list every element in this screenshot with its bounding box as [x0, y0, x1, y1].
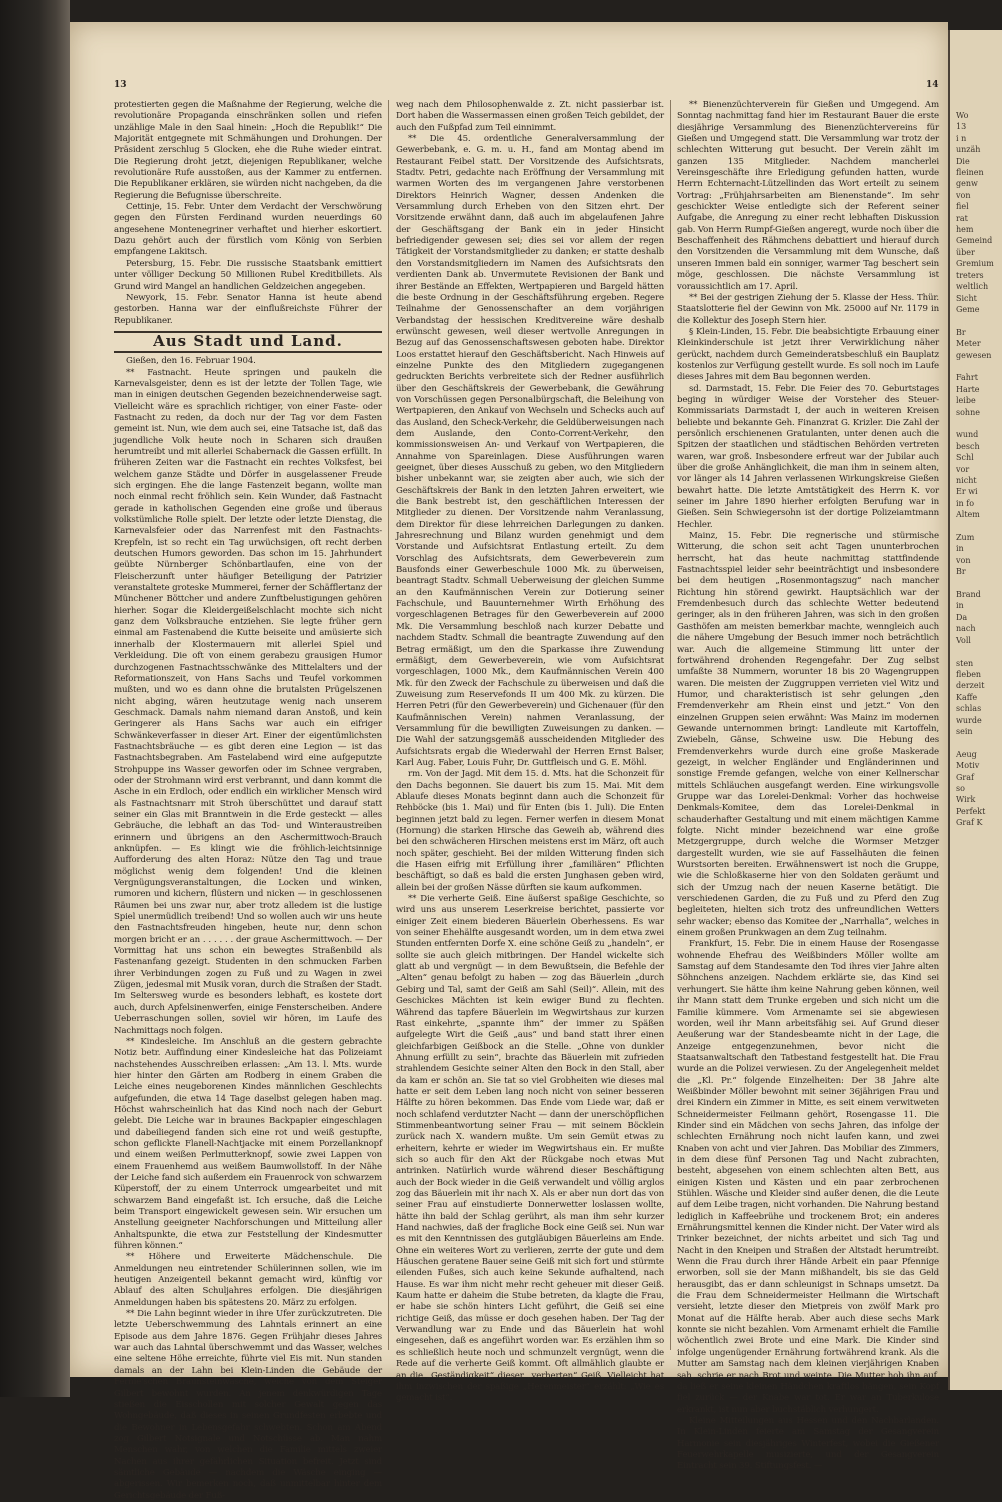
article-paragraph: ** Bei der gestrigen Ziehung der 5. Klasse der Hess. Thür. Staatslotterie fiel der Gewinn von Mk. 25000 auf Nr. 1179 in die Kollektur des Joseph Stern hier.	[677, 292, 939, 326]
section-rule	[114, 351, 382, 353]
adjacent-page-edge	[948, 30, 1002, 1390]
article-paragraph: ** Die 45. ordentliche Generalversammlung der Gewerbebank, e. G. m. u. H., fand am Montag abend im Restaurant Feibel statt. Der Vorsitzende des Aufsichtsrats, Stadtv. Petri, gedachte nach Eröffnung der Versammlung mit warmen Worten des im vergangenen Jahre verstorbenen Direktors Heinrich Wagner, dessen Andenken die Versammlung durch Erheben von den Sitzen ehrt. Der Vorsitzende erwähnt dann, daß auch im abgelaufenen Jahre der Geschäftsgang der Bank ein in jeder Hinsicht befriedigender gewesen sei; dies sei vor allem der regen Tätigkeit der Vorstandsmitglieder zu danken; er statte deshalb den Vorstandsmitgliedern im Namen des Aufsichtsrats den verdienten Dank ab. Unvermutete Revisionen der Bank und ihrer Bestände an Effekten, Wertpapieren und Bargeld hätten die beste Ordnung in der Geschäftsführung ergeben. Regere Teilnahme der Genossenschafter an dem vorjährigen Verbandstag der hessischen Kreditvereine wäre deshalb erwünscht gewesen, weil dieser wertvolle Anregungen in Bezug auf das Genossenschaftswesen geboten habe. Direktor Loos erstattet hierauf den Geschäftsbericht. Nach Hinweis auf einzelne Punkte des den Mitgliedern zugegangenen gedruckten Berichts verbreitete sich der Redner ausführlich über den Geschäftskreis der Gewerbebank, die Gewährung von Vorschüssen gegen Personalbürgschaft, die Beleihung von Wertpapieren, den Ankauf von Wechseln und Schecks auch auf das Ausland, den Scheck-Verkehr, die Geldüberweisungen nach dem Auslande, den Conto-Corrent-Verkehr, den kommissionsweisen An- und Verkauf von Wertpapieren, die Annahme von Spareinlagen. Diese Ausführungen waren geeignet, über dieses Ausschuß zu geben, wo den Mitgliedern bisher unbekannt war, sie zeigten aber auch, wie sich der Geschäftskreis der Bank in den letzten Jahren erweitert, wie die Bank bestrebt ist, den geschäftlichen Interessen der Mitglieder zu dienen. Der Vorsitzende nahm Veranlassung, dem Direktor für diese lehrreichen Darlegungen zu danken. Jahresrechnung und Bilanz wurden genehmigt und dem Vorstande und Aufsichtsrat Entlastung erteilt. Zu dem Vorschlag des Aufsichtsrats, dem Gewerbeverein zum Bausfonds einer Gewerbeschule 1000 Mk. zu überweisen, beantragt Stadtv. Schmall Ueberweisung der gleichen Summe an den Kaufmännischen Verein zur Dotierung seiner Fachschule, und Bauunternehmer Wirth Erhöhung des vorgeschlagenen Betrages für den Gewerbeverein auf 2000 Mk. Die Versammlung beschloß nach kurzer Debatte und nachdem Stadtv. Schmall die beantragte Zuwendung auf den Betrag ermäßigt, um den die Sparkasse ihre Zuwendung ermäßigt, dem Gewerbeverein, wie vom Aufsichtsrat vorgeschlagen, 1000 Mk., dem Kaufmännischen Verein 400 Mk. für den Zweck der Fachschule zu überweisen und daß die Zuweisung zum Reservefonds II um 400 Mk. zu kürzen. Die Herren Petri (für den Gewerbeverein) und Gichenauer (für den Kaufmännischen Verein) nahmen Veranlassung, der Versammlung für die bewilligten Zuweisungen zu danken. — Die Wahl der satzungsgemäß ausscheidenden Mitglieder des Aufsichtsrats ergab die Wiederwahl der Herren Ernst Balser, Karl Aug. Faber, Louis Fuhr, Dr. Guttfleisch und G. E. Möhl.	[396, 134, 664, 768]
article-paragraph: Mainz, 15. Febr. Die regnerische und stürmische Witterung, die schon seit acht Tagen ununterbrochen herrscht, hat das heute nachmittag stattfindende Fastnachtsspiel leider sehr beeinträchtigt und insbesondere bei dem heutigen „Rosenmontagszug“ nach mancher Richtung hin störend gewirkt. Hauptsächlich war der Fremdenbesuch durch das schlechte Wetter bedeutend geringer, als in den früheren Jahren, was sich in den großen Gasthöfen am meisten bemerkbar machte, wenngleich auch die nähere Umgebung der Besuch immer noch beträchtlich war. Auch die allgemeine Stimmung litt unter der fortwährend drohenden Regengefahr. Der Zug selbst umfaßte 38 Nummern, worunter 18 bis 20 Wagengruppen waren. Die meisten der Zuggruppen verrieten viel Witz und Humor, und charakteristisch ist sehr gelungen „den Fremdenverkehr am Rhein einst und jetzt.“ Von den einzelnen Gruppen seien erwähnt: Was Mainz im modernen Gewande unternommen bringt: Landleute mit Kartoffeln, Zwiebeln, Gänse, Schweine usw. Die Hebung des Fremdenverkehrs wurde durch eine große Maskerade gezeigt, in welcher Engländer und Engländerinnen und sonstige Fremde gefangen, welche von einer Kellnerschar mittels Schläuchen ausgefangt werden. Eine wirkungsvolle Gruppe war das Lorelei-Denkmal: Vorher das hochweise Denkmals-Komitee, dem das Lorelei-Denkmal in schauderhafter Gestaltung und mit einem mächtigen Kamme folgte. Nicht minder bezeichnend war eine große Metzgergruppe, durch welche die Wormser Metzger dargestellt wurden, wie sie auf Fasselhäuten die feinen Wurstsorten bereiten. Erwähnenswert ist noch die Gruppe, wie die Schloßkaserne hier von den Soldaten geräumt und sich der Umzug nach der neuen Kaserne betätigt. Die verschiedenen Garden, die zu Fuß und zu Pferd den Zug begleiteten, hielten sich trotz des unfreundlichen Wetters sehr wacker; ebenso das Komitee der „Narrhalla“, welches in einem großen Prunkwagen an dem Zug teilnahm.	[677, 531, 939, 939]
page-number-right: 14	[926, 80, 939, 90]
article-paragraph: ** Die verherte Geiß. Eine äußerst spaßige Geschichte, so wird uns aus unserem Leserkreise berichtet, passierte vor einiger Zeit einem biederen Bäuerlein Oberhessens. Es war von seiner Ehehälfte ausgesandt worden, um in dem etwa zwei Stunden entfernten Dorfe X. eine schöne Geiß zu „handeln“, er sollte sie auch gleich mitbringen. Der Handel wickelte sich glatt ab und vergnügt — in dem Bewußtsein, die Befehle der „Alten“ genau befolgt zu haben — zog das Bäuerlein „durch Gebirg und Tal, samt der Geiß am Sahl (Seil)“. Allein, mit des Geschickes Mächten ist kein ewiger Bund zu flechten. Während das tapfere Bäuerlein im Wegwirtshaus zur kurzen Rast einkehrte, „spannte ihm“ der immer zu Späßen aufgelegte Wirt die Geiß „aus“ und band statt ihrer einen gleichfarbigen Geißbock an die Stelle. „Ohne von dunkler Ahnung erfüllt zu sein“, brachte das Bäuerlein mit zufrieden strahlendem Gesichte seiner Alten den Bock in den Stall, aber da kam er schön an. Sie tat so viel Grobheiten wie dieses mal hatte er seit dem Leben lang noch nicht von seiner besseren Hälfte zu hören bekommen. Das Ende vom Liede war, daß er noch schlafend verdutzter Nacht — dann der unerschöpflichen Stimmenbeantwortung seiner Frau — mit seinem Böcklein zurück nach X. wandern mußte. Um sein Gemüt etwas zu erheitern, kehrte er wieder im Wegwirtshaus ein. Er mußte sich so auch für den Akt der Rückgabe noch etwas Mut antrinken. Natürlich wurde während dieser Beschäftigung auch der Bock wieder in die Geiß verwandelt und völlig arglos zog das Bäuerlein mit ihr nach X. Als er aber nun dort das von seiner Frau auf einstudierte Donnerwetter loslassen wollte, hätte ihn bald der Schlag gerührt, als man ihm sehr kurzer Hand nachwies, daß der fragliche Bock eine Geiß sei. Nun war es mit den Kenntnissen des gutgläubigen Bäuerleins am Ende. Ohne ein weiteres Wort zu verlieren, zerrte der gute und dem Häuschen geratene Bauer seine Geiß mit sich fort und stürmte eilenden Fußes, sich auch keine Sekunde aufhaltend, nach Hause. Es war ihm nicht mehr recht geheuer mit dieser Geiß. Kaum hatte er daheim die Stube betreten, da klagte die Frau, er habe sie schön hinters Licht geführt, die Geiß sei eine richtige Geiß, das müsse er doch gesehen haben. Der Tag der Verwandlung war zu Ende und das Bäuerlein hat wohl eingesehen, daß es angeführt worden war. Es erzählen ihm so es schließlich heute noch und schmunzelt vergnügt, wenn die Rede auf die verherte Geiß kommt. Oft allmählich glaubte er an die „Geständigkeit“ dieser „verherten“ Geiß. Vielleicht hat ihm inzwischen der spaßige „Herenmeister“ erzählt: „Wie es gemacht ist“.	[396, 894, 664, 1404]
newspaper-page	[70, 22, 948, 1501]
article-paragraph: Petersburg, 15. Febr. Die russische Staatsbank emittiert unter völliger Deckung 50 Millionen Rubel Kreditbillets. Als Grund wird Mangel an handlichen Geldzeichen angegeben.	[114, 258, 382, 292]
article-paragraph: ** Bienenzüchterverein für Gießen und Umgegend. Am Sonntag nachmittag fand hier im Restaurant Bauer die erste diesjährige Versammlung des Bienenzüchtervereins für Gießen und Umgegend statt. Die Versammlung war trotz der schlechten Witterung gut besucht. Der Verein zählt im ganzen 135 Mitglieder. Nachdem mancherlei Vereinsgeschäfte ihre Erledigung gefunden hatten, wurde Herrn Echternacht-Lützellinden das Wort erteilt zu seinem Vortrag: „Frühjahrsarbeiten am Bienenstande“. Im sehr geschickter Weise entledigte sich der Referent seiner Aufgabe, die Anregung zu einer recht lebhaften Diskussion gab. Von Herrn Rumpf-Gießen angeregt, wurde noch über die Beschaffenheit des Rähmchens debattiert und hierauf durch den Vorsitzenden die Versammlung mit dem Wunsche, daß unseren Immen bald ein sonniger, warmer Tag beschert sein möge, geschlossen. Die nächste Versammlung ist voraussichtlich am 17. April.	[677, 100, 939, 292]
article-paragraph: Kleine Mitteilungen aus Hessen und den Nachbarlanden. In Klein-Linden feierte am Samstag der Gesangverein Harmonie sein diesjähriges Winterfest, wobei die Gießener Feuerwehrkapelle musizierte, und der Gesangverein Eintracht sein 39. Stiftungsfest. —	[677, 1415, 939, 1472]
column-divider	[670, 100, 671, 1350]
column-1-local-news	[114, 356, 382, 1502]
article-paragraph: Gießen, den 16. Februar 1904.	[126, 356, 256, 367]
page-number-left: 13	[114, 80, 127, 90]
article-paragraph: ** Höhere und Erweiterte Mädchenschule. Die Anmeldungen neu eintretender Schülerinnen sollen, wie im heutigen Anzeigenteil bekannt gemacht wird, künftig vor Ablauf des alten Schuljahres erfolgen. Die diesjährigen Anmeldungen haben bis spätestens 20. März zu erfolgen.	[114, 1252, 382, 1308]
article-paragraph: weg nach dem Philosophenwalde z. Zt. nicht passierbar ist. Dort haben die Wassermassen einen großen Teich gebildet, der auch den Fußpfad zum Teil einnimmt.	[396, 100, 664, 133]
section-heading: Aus Stadt und Land.	[153, 331, 343, 350]
article-paragraph: ** Kindesleiche. Im Anschluß an die gestern gebrachte Notiz betr. Auffindung einer Kindesleiche hat das Polizeiamt nachstehendes Ausschreiben erlassen: „Am 13. l. Mts. wurde hier hinter den Gärten am Rodberg in einem Graben die Leiche eines neugeborenen Kindes männlichen Geschlechts aufgefunden, die etwa 14 Tage daselbst gelegen haben mag. Höchst wahrscheinlich hat das Kind noch nach der Geburt gelebt. Die Leiche war in braunes Backpapier eingeschlagen und dabeiliegend fanden sich eine rot und weiß gestupfte, schon geflickte Flanell-Nachtjacke mit einem Porzellanknopf und einem weißen Perlmutterknopf, sowie zwei Lappen von einem Frauenhemd aus weißem Baumwollstoff. In der Nähe der Leiche fand sich außerdem ein Frauenrock von schwarzem Küperstoff, der zu einem Unterrock umgearbeitet und mit schwarzem Band eingefaßt ist. Ich ersuche, daß die Leiche beim Transport eingewickelt gewesen sein. Wir ersuchen um Anstellung geeigneter Nachforschungen und Mitteilung aller Anhaltspunkte, die etwa zur Feststellung der Kindesmutter führen können.“	[114, 1036, 382, 1252]
article-paragraph: ** Fastnacht. Heute springen und paukeln die Karnevalsgeister, denn es ist der letzte der Tollen Tage, wie man in einigen deutschen Gegenden bezeichnenderweise sagt. Vielleicht wäre es sprachlich richtiger, von einer Faste- oder Fastnacht zu reden, da doch nur der Tag vor dem Fasten gemeint ist. Nun, wie dem auch sei, eine Tatsache ist, daß das jugendliche Volk heute noch in Scharen sich draußen herumtreibt und mit allerlei Schabernack die Gassen erfüllt. In früheren Zeiten war die Fastnacht ein rechtes Volksfest, bei welchem ganze Städte und Dörfer in ausgelassener Freude sich ergingen. Ehe die lange Fastenzeit begann, wollte man noch einmal recht fröhlich sein. Kein Wunder, daß Fastnacht gerade in katholischen Gegenden eine große und überaus volkstümliche Rolle spielt. Der letzte oder letzte Dienstag, die Karnevalsfeier oder das Narrenfest mit den Fastnachts-Krepfeln, ist so recht ein Tag urwüchsigen, oft recht derben deutschen Humors geworden. Das schon im 15. Jahrhundert geübte Nürnberger Schönbartlaufen, eine von der Fleischerzunft unter häufiger Beteiligung der Patrizier veranstaltete groteske Mummerei, ferner der Schäfflertanz der Münchener Böttcher und andere Zunftbelustigungen gehören hierher. Sogar die Kleidergeißelschlacht mochte sich nicht ganz dem Volksbrauche entziehen. Sie legte früher gern einmal am Fastenabend die Kutte beiseite und amüsierte sich innerhalb der Klostermauern mit allerlei Spiel und Verkleidung. Die oft von einem gerabezu grausigen Humor durchzogenen Fastnachtsschwänke des Mittelalters und der Reformationszeit, von Hans Sachs und Teufel vorkommen mußten, und wo es dann ohne die brutalsten Prügelszenen nicht abging, wären heutzutage wenig nach unserem Geschmack. Damals nahm niemand daran Anstoß, und kein Geringerer als Hans Sachs war auch ein eifriger Schwänkeverfasser in dieser Art. Einer der eigentümlichsten Fastnachtsbräuche — es gibt deren eine Legion — ist das Fastnachtsbegraben. Am Fastelabend wird eine aufgeputzte Strohpuppe ins Wasser geworfen oder im Schnee vergraben, oder der Strohmann wird erst verbrannt, und dann kommt die Asche in ein Erdloch, oder endlich ein wirklicher Mensch wird als Fastnachtsnarr mit Stroh überschüttet und darauf statt seiner ein Glas mit Branntwein in die Erde gesteckt — alles Gebräuche, die lebhaft an das Tod- und Winteraustreiben erinnern und übrigens an den Aschermittwoch-Brauch anknüpfen. — Es klingt wie die fröhlich-leichtsinnige Aufforderung des alten Horaz: Nütze den Tag und traue möglichst wenig dem folgenden! Und die kleinen Vergnügungsveranstaltungen, die Locken und winken, rumoren und kichern, flüstern und nicken — in geschlossenen Räumen bei uns zwar nur, aber trotz alledem ist die lustige Spiel unermüdlich treibend! Und so wollen auch wir uns heute den Fastnachtsfreuden hingeben, heute nur, denn schon morgen bricht er an . . . . . . der graue Aschermittwoch. — Der Vormittag hat uns schon ein bewegtes Straßenbild als Fastenanfang gezeigt. Studenten in den schmucken Farben ihrer Verbindungen zogen zu Fuß und zu Wagen in zwei Zügen, jedesmal mit Musik voran, durch die Straßen der Stadt. Im Seltersweg wurde es besonders lebhaft, es kostete dort auch, durch Apfelsinenwerfen, einige Fensterscheiben. Andere Ueberraschungen sollen, soviel wir hören, im Laufe des Nachmittags noch folgen.	[114, 367, 382, 1036]
column-2	[396, 100, 664, 1404]
column-1	[114, 100, 382, 1501]
book-binding	[0, 0, 70, 1397]
article-paragraph: rm. Von der Jagd. Mit dem 15. d. Mts. hat die Schonzeit für den Dachs begonnen. Sie dauert bis zum 15. Mai. Mit dem Ablaufe dieses Monats beginnt dann auch die Schonzeit für Rehböcke (bis 1. Mai) und für Enten (bis 1. Juli). Die Enten beginnen jetzt bald zu legen. Ferner werfen in diesem Monat (Hornung) die starken Hirsche das Geweih ab, während dies bei den schwächeren Hirschen meistens erst im März, oft auch noch später, geschieht. Bei der milden Witterung finden sich die Hasen eifrig mit Erfüllung ihrer „familiären“ Pflichten beschäftigt, so daß es bald die ersten Junghasen geben wird, allein bei der großen Nässe dürften sie kaum aufkommen.	[396, 769, 664, 893]
article-paragraph: Cettinje, 15. Febr. Unter dem Verdacht der Verschwörung gegen den Fürsten Ferdinand wurden neuerdings 60 angesehene Montenegriner verhaftet und hierher eskortiert. Dazu gehört auch der fürstlich vom König von Serbien empfangene Lakitsch.	[114, 202, 382, 258]
article-paragraph: § Klein-Linden, 15. Febr. Die beabsichtigte Erbauung einer Kleinkinderschule ist jetzt ihrer Verwirklichung näher gerückt, nachdem durch Gemeinderatsbeschluß ein Bauplatz kostenlos zur Verfügung gestellt wurde. Es soll noch im Laufe dieses Jahres mit dem Bau begonnen werden.	[677, 326, 939, 383]
column-3	[677, 100, 939, 1472]
article-paragraph: ** Die Lahn beginnt wieder in ihre Ufer zurückzutreten. Die letzte Ueberschwemmung des Lahntals erinnert an eine Episode aus dem Jahre 1876. Gegen Frühjahr dieses Jahres war auch das Lahntal überschwemmt und das Wasser, welches eine seltene Höhe erreichte, führte viel Eis mit. Nun standen damals an der Lahn bei Klein-Linden die Gebäude der Fernie'schen Braunsteinwäsche, welche von dem Steiger Gilbert bewohnt wurden. An jenem denkwürdigen Tage stießen die Eisschollen mit solcher Gewalt gegen das Wohngebäude, daß dieses in seinen Grundfesten erbebte und die Bewohner in Lebensgefahr schwebten. Schon am Abend zog Gilbert Notsignale und Notschüsse ab. Man nahm Menschen wahr, von welchen die Familie mittels zweier Nachen aus ihrer gefährlichen Situation befreit. Jetzt sind sämtliche Gebäude — nachdem die Wäsche einging — abgerissen. Wir bemerken noch, daß unmittelbar hinter dem Gerichtsgebäude der Fuß-	[114, 1309, 382, 1501]
article-paragraph: sd. Darmstadt, 15. Febr. Die Feier des 70. Geburtstages beging in würdiger Weise der Vorsteher des Steuer-Kommissariats Darmstadt I, der auch in weiteren Kreisen beliebte und bekannte Geh. Finanzrat G. Krizler. Die Zahl der persönlich erschienenen Gratulanten, unter denen auch die Spitzen der staatlichen und städtischen Behörden vertreten waren, war groß. Insbesondere erfreut war der Jubilar auch über die große Anhänglichkeit, die man ihm in seinem alten, vor länger als 14 Jahren verlassenen Wirkungskreise Gießen bewahrt hatte. Die letzte Amtstätigkeit des Herrn K. vor seiner im Jahre 1890 hierher erfolgten Berufung war in Gießen. Sein Schwiegersohn ist der dortige Polizeiamtmann Hechler.	[677, 383, 939, 530]
adjacent-page-text: Wo 13 i n unzäh Die fleinen genw von fiel rat hem Gemeind über Gremium treters weltlich Sicht Geme Br Meter gewesen Fahrt Harte leibe sohne wund besch Schl vor nicht Er wi in fo Altem Zum in von Br Brand in Da nach Voll sten fleben derzeit Kaffe schlas wurde sein Aeug Motiv Graf so Wirk Perfekt Graf K	[956, 111, 994, 828]
column-divider	[388, 100, 389, 1350]
article-paragraph: protestierten gegen die Maßnahme der Regierung, welche die revolutionäre Propaganda einschränken sollen und riefen unzählige Male in den Saal hinein: „Hoch die Republik!“ Die Majorität entgegnete mit Schmähungen und Drohungen. Der Präsident zerschlug 5 Glocken, ehe die Ruhe wieder eintrat. Die Regierung droht jetzt, diejenigen Republikaner, welche revolutionäre Rufe ausstoßen, aus der Kammer zu entfernen. Die Republikaner erklären, sie würden nicht nachgeben, da die Regierung die Befugnisse überschreite.	[114, 100, 382, 201]
article-paragraph: Frankfurt, 15. Febr. Die in einem Hause der Rosengasse wohnende Ehefrau des Weißbinders Möller wollte am Samstag auf dem Standesamte den Tod ihres vier Jahre alten Söhnchens anzeigen. Nachdem erklärte sie, das Kind sei verhungert. Sie hätte ihm keine Nahrung geben können, weil ihr Mann statt dem Trunke ergeben und sich nicht um die Familie kümmere. Vom Armenamte sei sie abgewiesen worden, weil ihr Mann arbeitsfähig sei. Auf Grund dieser Aeußerung war der Standesbeamte nicht in der Lage, die Anzeige entgegenzunehmen, bevor nicht die Staatsanwaltschaft den Tatbestand festgestellt hat. Die Frau wurde an die Polizei verwiesen. Zu der Angelegenheit meldet die „Kl. Pr.“ folgende Einzelheiten: Der 38 Jahre alte Weißbinder Möller bewohnt mit seiner 36jährigen Frau und drei Kindern ein Zimmer in Mitte, es seit einem verwitweten Schneidermeister Feilmann gehört, Rosengasse 11. Die Kinder sind ein Mädchen von sechs Jahren, das infolge der schlechten Ernährung noch nicht laufen kann, und zwei Knaben von acht und vier Jahren. Das Mobiliar des Zimmers, in dem diese fünf Personen Tag und Nacht zubrachten, besteht, abgesehen von einem schlechten alten Bett, aus einigen Kisten und Kästen und ein paar zerbrochenen Stühlen. Wäsche und Kleider sind außer denen, die die Leute auf dem Leibe tragen, nicht vorhanden. Die Nahrung bestand lediglich in Kaffeebrühe und trockenem Brot; ein anderes Ernährungsmittel kennen die Kinder nicht. Der Vater wird als Trinker bezeichnet, der nichts arbeitet und sich Tag und Nacht in den Kneipen und Straßen der Altstadt herumtreibt. Wenn die Frau durch ihrer Hände Arbeit ein paar Pfennige erworben, soll sie der Mann mißhandelt, bis sie das Geld herausgibt, das er dann schleunigst in Schnaps umsetzt. Da die Frau dem Schneidermeister Heilmann die Wirtschaft versieht, letzte dieser den Mietpreis von zwölf Mark pro Monat auf die Hälfte herab. Aber auch diese sechs Mark konnte sie nicht bezahlen. Vom Armenamt erhielt die Familie wöchentlich zwei Brote und eine Mark. Die Kinder sind infolge ungenügender Ernährung fortwährend krank. Als die Mutter am Samstag nach dem kleinen vierjährigen Knaben sah, schrie er nach Brot und weinte. Die Mutter hob ihn auf, da ließ er seine kleinen Händchen kraftlos hängen, sein Kopf fiel zurück — der Knabe war tot. Er war an Tuberkulose erkrankt, ist nun aber buchstäblich verhungert.	[677, 939, 939, 1415]
column-1-top-news	[114, 100, 382, 327]
article-paragraph: Newyork, 15. Febr. Senator Hanna ist heute abend gestorben. Hanna war der einflußreichste Führer der Republikaner.	[114, 292, 382, 326]
